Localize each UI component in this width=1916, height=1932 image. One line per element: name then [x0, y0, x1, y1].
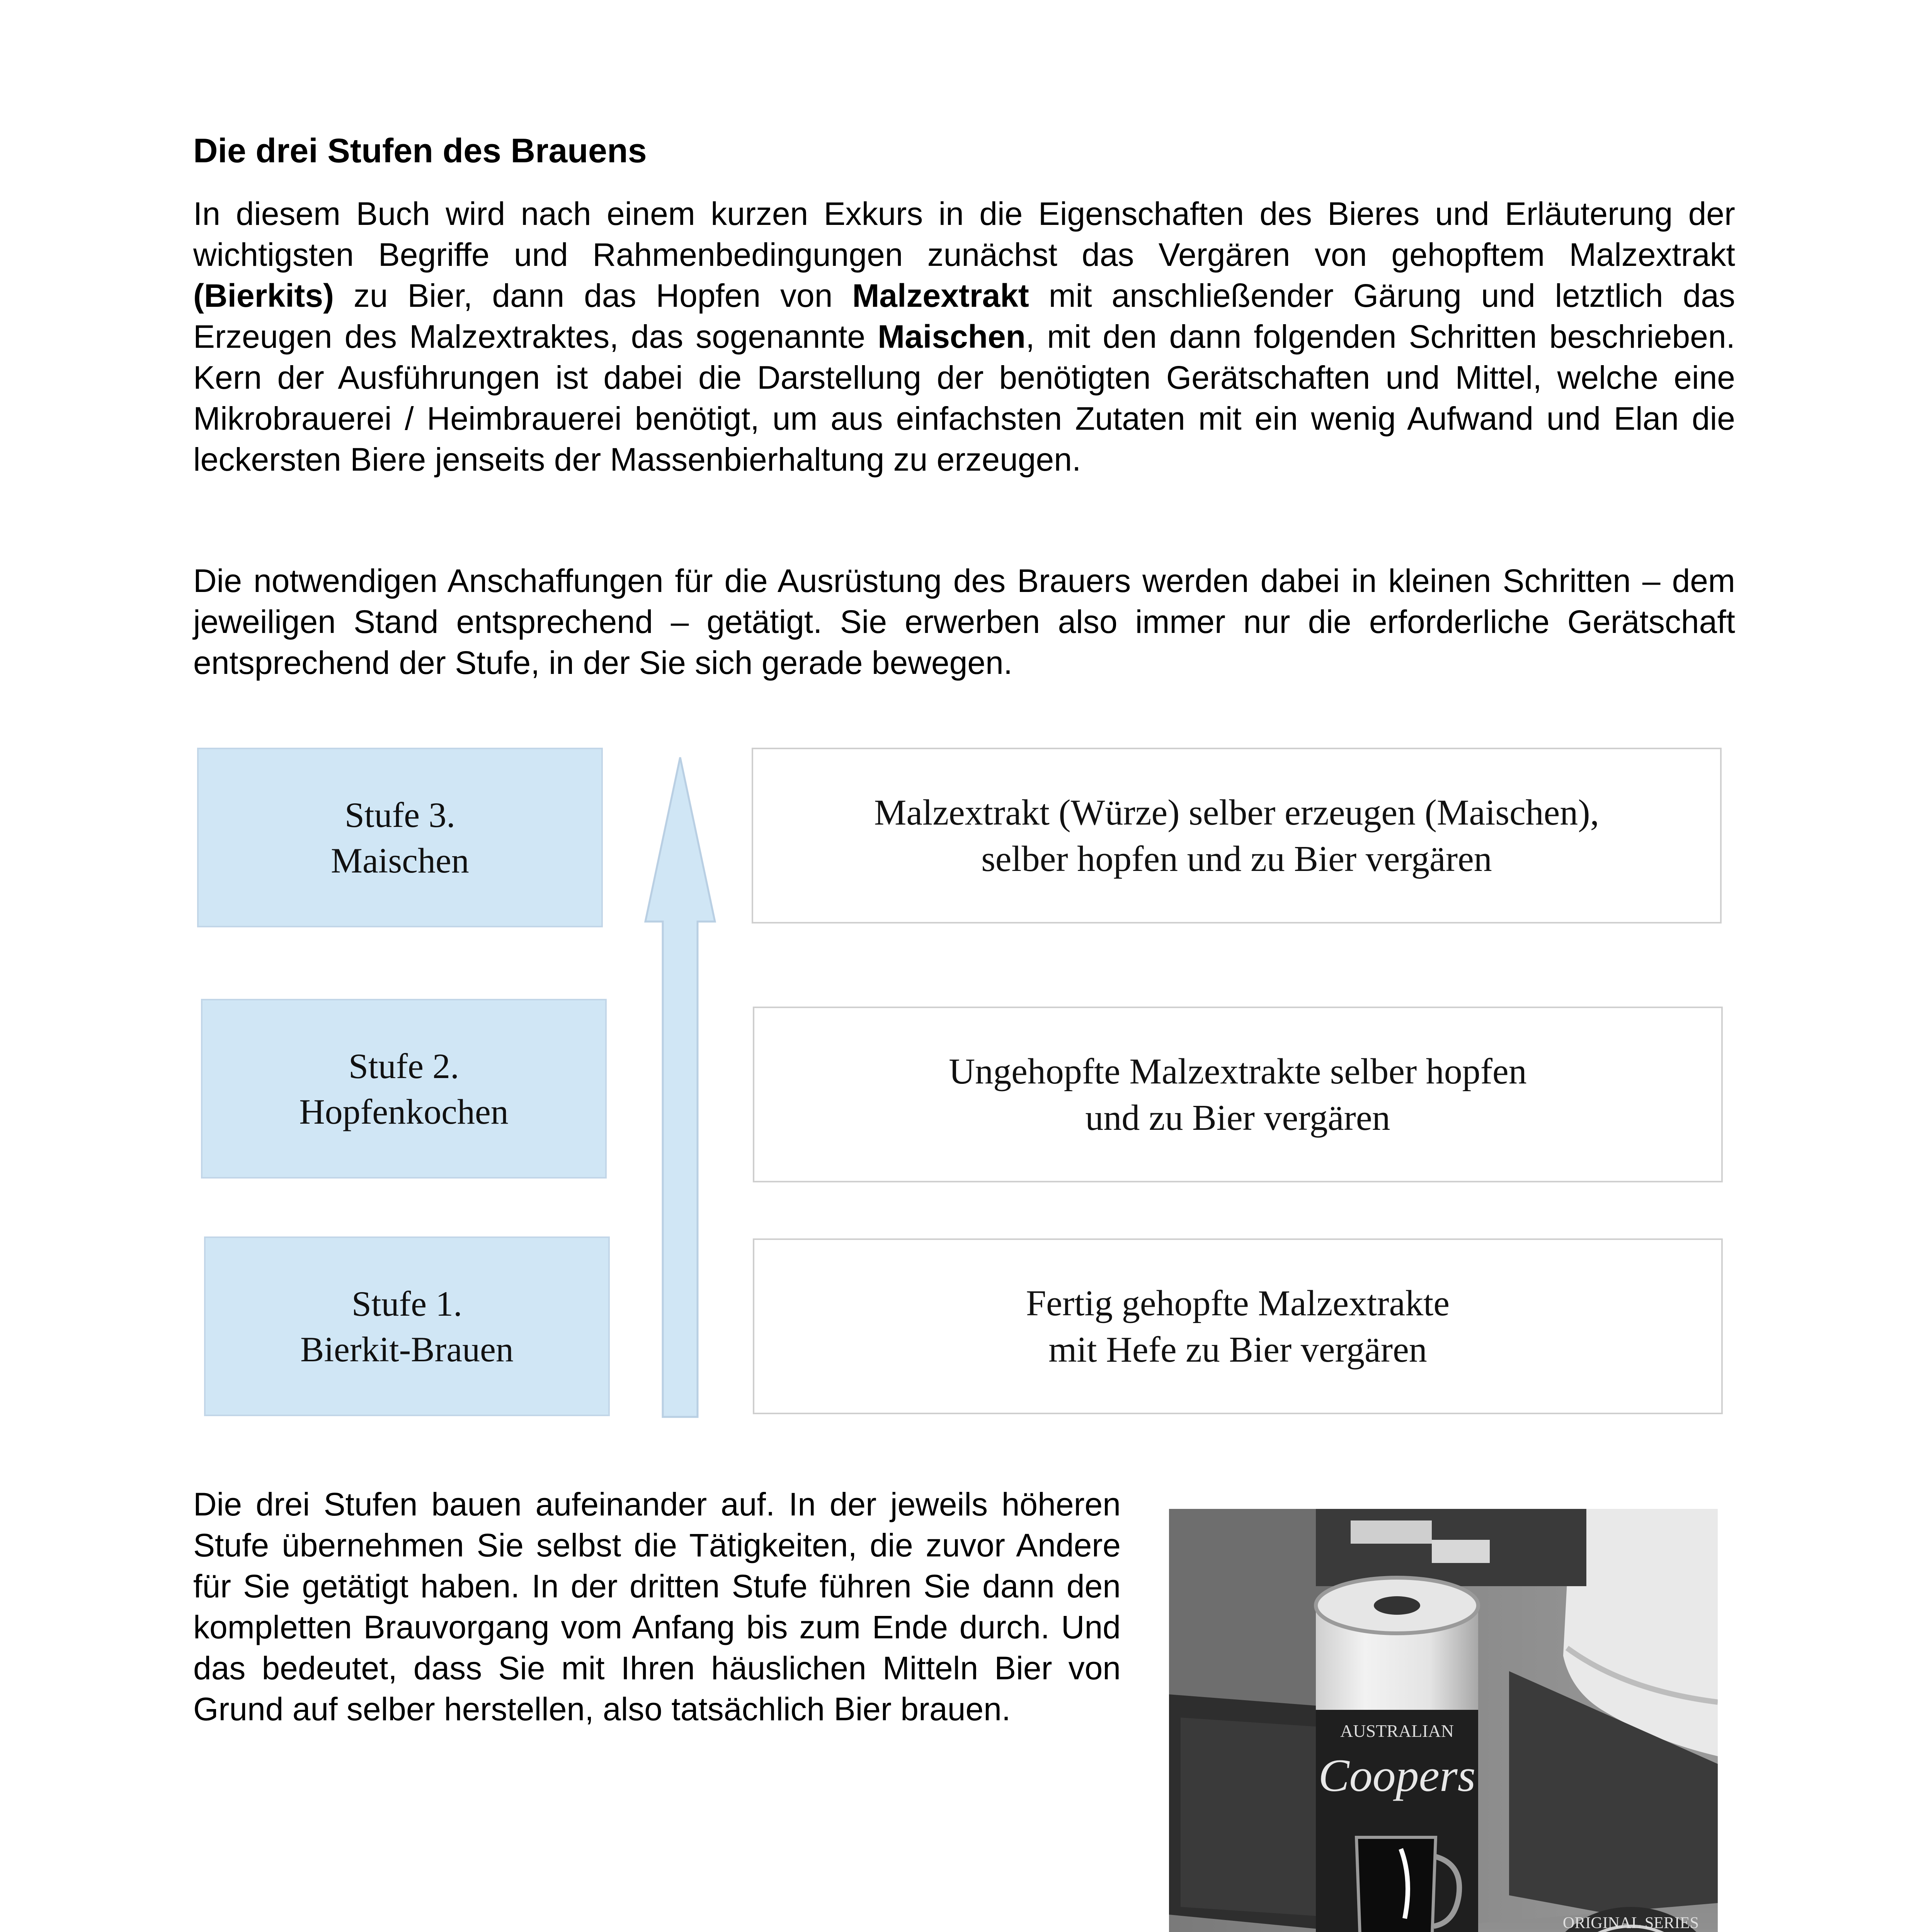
stage-2-description [753, 1007, 1723, 1182]
intro-text-2: zu Bier, dann das Hopfen von [334, 277, 853, 314]
beer-kit-photo [1169, 1509, 1718, 1932]
progression-arrow-icon [642, 755, 719, 1420]
bold-malzextrakt: Malzextrakt [852, 277, 1029, 314]
bold-bierkits: (Bierkits) [193, 277, 334, 314]
stage-2-name: Hopfenkochen [299, 1092, 509, 1131]
stage-2-description-line-2: und zu Bier vergären [1085, 1097, 1390, 1138]
stage-2-box [201, 999, 607, 1179]
stage-1-box [204, 1236, 610, 1416]
intro-paragraph [193, 193, 1735, 480]
stage-3-box [197, 748, 603, 927]
can-brand: Coopers [1318, 1750, 1476, 1801]
bold-maischen: Maischen [878, 318, 1026, 355]
stage-1-number: Stufe 1. [351, 1284, 463, 1323]
stage-2-description-line-1: Ungehopfte Malzextrakte selber hopfen [949, 1051, 1527, 1092]
stage-1-description-line-1: Fertig gehopfte Malzextrakte [1026, 1283, 1450, 1323]
beer-kit-photo-illustration [1169, 1509, 1718, 1932]
intro-text-1: In diesem Buch wird nach einem kurzen Exkurs in die Eigenschaften des Bieres und Erläuterung der wichtigsten Begriffe und Rahmenbedingungen zunächst das Vergären von gehopftem Malzextrakt [193, 196, 1735, 273]
stage-3-name: Maischen [331, 840, 469, 880]
section-heading: Die drei Stufen des Brauens [193, 131, 647, 170]
stage-2-number: Stufe 2. [348, 1046, 459, 1086]
can-top-label: AUSTRALIAN [1340, 1721, 1454, 1741]
stage-3-description-line-1: Malzextrakt (Würze) selber erzeugen (Maischen), [874, 792, 1600, 833]
stages-text: Die drei Stufen bauen aufeinander auf. In der jeweils höheren Stufe übernehmen Sie selbst die Tätigkeiten, die zuvor Andere für Sie getätigt haben. In der dritten Stufe führen Sie dann den kompletten Brauvorgang vom Anfang bis zum Ende durch. Und das bedeutet, dass Sie mit Ihren häuslichen Mitteln Bier von Grund auf selber herstellen, also tatsächlich Bier brauen. [193, 1486, 1121, 1727]
stage-1-description [753, 1238, 1723, 1414]
stage-1-name: Bierkit-Brauen [300, 1329, 514, 1369]
equipment-paragraph [193, 560, 1735, 683]
stage-3-description [752, 748, 1722, 923]
intro-text-3: mit anschließender Gärung und letztlich das Erzeugen des Malzextraktes, das sogenannte [193, 277, 1736, 355]
stage-1-description-line-2: mit Hefe zu Bier vergären [1048, 1329, 1427, 1370]
equipment-text: Die notwendigen Anschaffungen für die Ausrüstung des Brauers werden dabei in kleinen Schritten – dem jeweiligen Stand entsprechend – getätigt. Sie erwerben also immer nur die erforderliche Gerätschaft entsprechend der Stufe, in der Sie sich gerade bewegen. [193, 563, 1735, 681]
stage-3-number: Stufe 3. [344, 795, 456, 835]
coaster-ring-top: ORIGINAL SERIES [1563, 1914, 1699, 1932]
intro-text-4: , mit den dann folgenden Schritten beschrieben. Kern der Ausführungen ist dabei die Darstellung der benötigten Gerätschaften und Mittel, welche eine Mikrobrauerei / Heimbrauerei benötigt, um aus einfachsten Zutaten mit ein wenig Aufwand und Elan die leckersten Biere jenseits der Massenbierhaltung zu erzeugen. [193, 318, 1735, 478]
stage-3-description-line-2: selber hopfen und zu Bier vergären [981, 838, 1492, 879]
stages-paragraph [193, 1484, 1121, 1730]
